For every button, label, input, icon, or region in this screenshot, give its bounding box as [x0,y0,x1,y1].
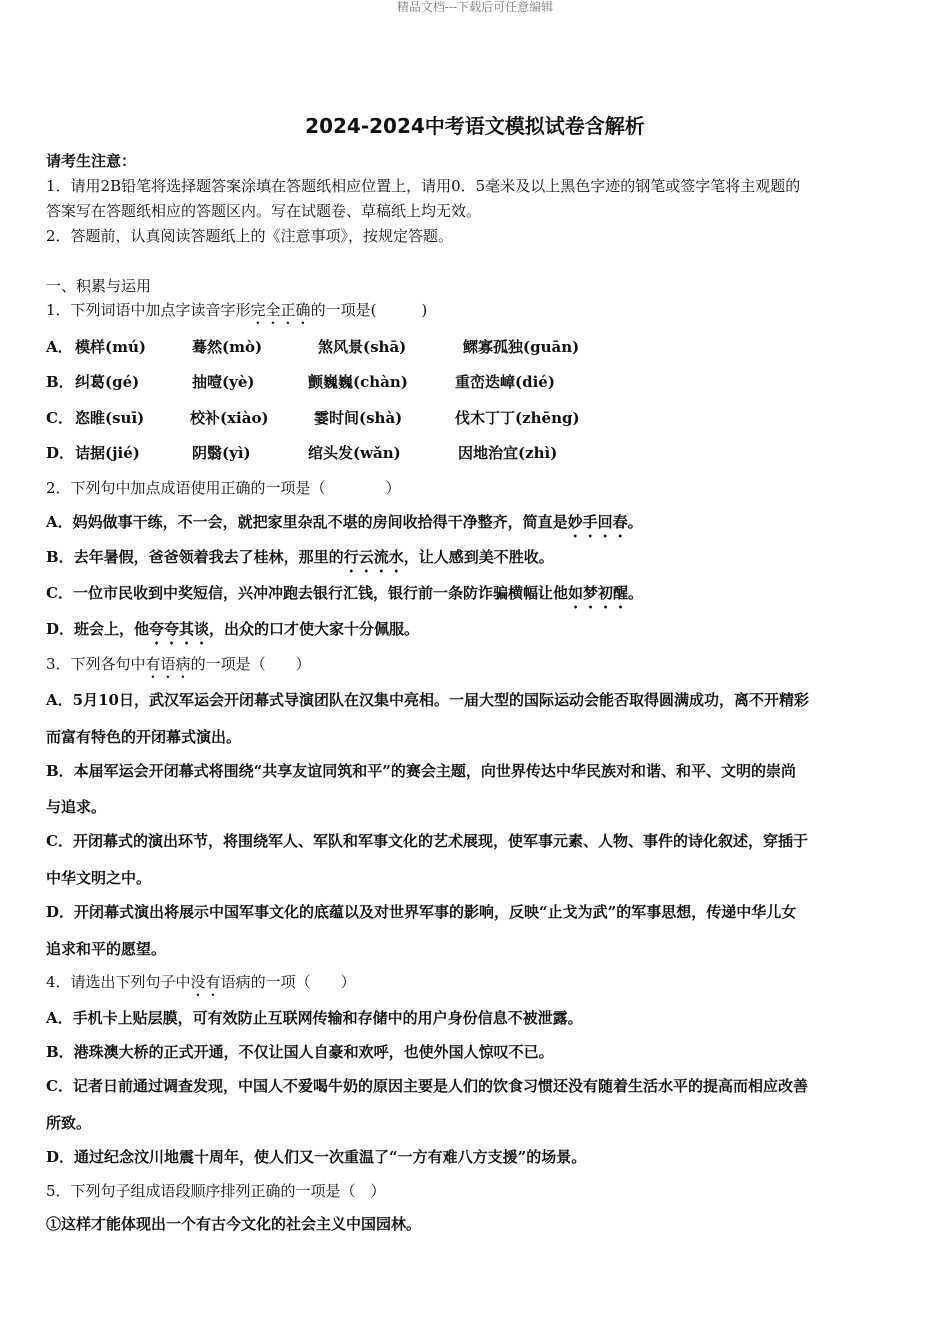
q2-option-d [46,619,419,648]
q2-option-c-text: C．一位市民收到中奖短信，兴冲冲跑去银行汇钱，银行前一条防诈骗横幅让他 [46,584,568,602]
question-3-stem-suffix: 的一项是（ ） [190,655,311,673]
q2-option-c-idiom: 如梦初醒 [567,584,628,602]
question-3-stem-prefix: 3．下列各句中 [46,655,146,673]
q1-option-d-word-1: 诘据(jié) [75,444,140,462]
q2-option-c [46,583,643,612]
q3-option-d-line-1: D．开闭幕式演出将展示中国军事文化的底蕴以及对世界军事的影响，反映“止戈为武”的军事思想，传递中华儿女 [46,903,797,921]
section-heading: 一、积累与运用 [46,277,152,295]
notice-item-1-line-2: 答案写在答题纸相应的答题区内。写在试题卷、草稿纸上均无效。 [46,202,482,220]
q3-option-c-line-1: C．开闭幕式的演出环节，将围绕军人、军队和军事文化的艺术展现，使军事元素、人物、事件的诗化叙述，穿插于 [46,832,808,850]
q1-option-b-word-3: 颤巍巍(chàn) [308,373,408,391]
q2-option-a-text: A．妈妈做事干练，不一会，就把家里杂乱不堪的房间收拾得干净整齐，简直是 [46,513,568,531]
q4-option-a: A．手机卡上贴层膜，可有效防止互联网传输和存储中的用户身份信息不被泄露。 [46,1009,583,1027]
notice-item-2: 2．答题前，认真阅读答题纸上的《注意事项》，按规定答题。 [46,227,454,245]
q1-option-b-word-4: 重峦迭嶂(dié) [455,373,555,391]
q1-option-a-word-1: 模样(mú) [75,338,146,356]
q1-option-b-word-2: 抽噎(yè) [192,373,255,391]
notice-heading: 请考生注意： [46,152,137,170]
question-1-stem [46,300,427,328]
q1-option-a-label: A． [46,338,73,356]
q4-option-d: D．通过纪念汶川地震十周年，使人们又一次重温了“一方有难八方支援”的场景。 [46,1148,587,1166]
q2-option-b-idiom: 行云流水 [343,548,404,566]
q1-option-a-word-4: 鳏寡孤独(guān) [463,338,580,356]
q2-option-d-text: D．班会上，他 [46,620,150,638]
q4-option-c-line-2: 所致。 [46,1114,92,1132]
q2-option-d-end: ，出众的口才使大家十分佩服。 [209,620,420,638]
q2-option-a [46,512,643,541]
notice-item-1-line-1: 1．请用2B铅笔将选择题答案涂填在答题纸相应位置上，请用0．5毫米及以上黑色字迹的钢笔或签字笔将主观题的 [46,177,801,195]
question-2-stem: 2．下列句中加点成语使用正确的一项是（ ） [46,479,401,497]
q1-option-c-word-2: 校补(xiào) [190,409,269,427]
q2-option-a-idiom: 妙手回春 [567,513,628,531]
q3-option-b-line-1: B．本届军运会开闭幕式将围绕“共享友谊同筑和平”的赛会主题，向世界传达中华民族对和谐、和平、文明的崇尚 [46,762,796,780]
question-4-stem-prefix: 4．请选出下列句子中 [46,973,191,991]
q1-option-d-word-2: 阴翳(yì) [192,444,251,462]
q4-option-c-line-1: C．记者日前通过调查发现，中国人不爱喝牛奶的原因主要是人们的饮食习惯还没有随着生活水平的提高而相应改善 [46,1077,808,1095]
question-1-stem-emphasis: 完全正确 [250,301,311,319]
q2-option-b-end: ，让人感到美不胜收。 [403,548,554,566]
q1-option-c-word-4: 伐木丁丁(zhēng) [455,409,580,427]
question-1-stem-prefix: 1．下列词语中加点字读音字形 [46,301,251,319]
question-1-stem-suffix: 的一项是( ) [310,301,428,319]
question-3-stem [46,654,311,682]
q1-option-a-word-2: 蓦然(mò) [192,338,263,356]
q1-option-d-word-4: 因地治宜(zhì) [458,444,558,462]
page-title: 2024-2024中考语文模拟试卷含解析 [305,114,645,138]
q1-option-d-word-3: 绾头发(wǎn) [308,444,401,462]
question-4-stem [46,972,356,1000]
q5-sentence-1: ①这样才能体现出一个有古今文化的社会主义中国园林。 [46,1215,422,1233]
q3-option-d-line-2: 追求和平的愿望。 [46,940,167,958]
q2-option-d-idiom: 夸夸其谈 [149,620,210,638]
q1-option-c-word-3: 霎时间(shà) [314,409,403,427]
q3-option-a-line-1: A．5月10日，武汉军运会开闭幕式导演团队在汉集中亮相。一届大型的国际运动会能否取得圆满成功，离不开精彩 [46,691,809,709]
q1-option-d-label: D． [46,444,75,462]
header-watermark: 精品文档---下载后可任意编辑 [396,0,554,14]
q2-option-c-end: 。 [627,584,643,602]
q4-option-b: B．港珠澳大桥的正式开通，不仅让国人自豪和欢呼，也使外国人惊叹不已。 [46,1043,554,1061]
q3-option-a-line-2: 而富有特色的开闭幕式演出。 [46,728,242,746]
q3-option-b-line-2: 与追求。 [46,798,107,816]
question-4-stem-emphasis: 没有 [190,973,221,991]
q1-option-a-word-3: 煞风景(shā) [318,338,407,356]
q3-option-c-line-2: 中华文明之中。 [46,869,152,887]
q1-option-b-label: B． [46,373,74,391]
q1-option-b-word-1: 纠葛(gé) [75,373,140,391]
q1-option-c-word-1: 恣睢(suī) [75,409,145,427]
question-5-stem: 5．下列句子组成语段顺序排列正确的一项是（ ） [46,1182,386,1200]
question-3-stem-emphasis: 有语病 [145,655,191,673]
q2-option-a-end: 。 [627,513,643,531]
q2-option-b [46,547,554,576]
q2-option-b-text: B．去年暑假，爸爸领着我去了桂林，那里的 [46,548,344,566]
question-4-stem-suffix: 语病的一项（ ） [220,973,356,991]
q1-option-c-label: C． [46,409,73,427]
